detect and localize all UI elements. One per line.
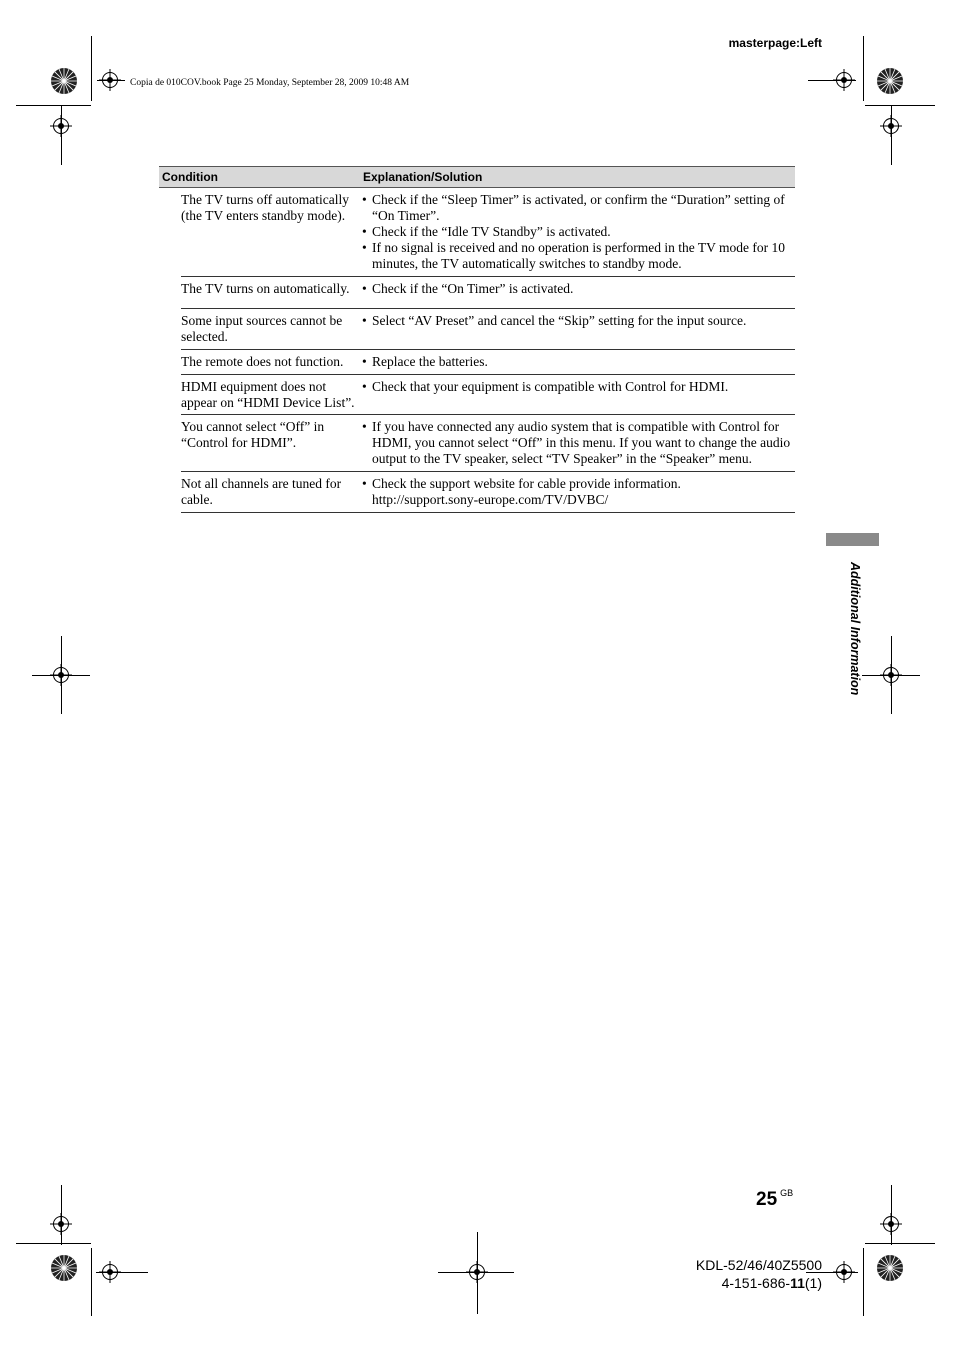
condition-cell: The TV turns off automatically (the TV enters standby mode). bbox=[181, 192, 349, 223]
section-tab-marker bbox=[826, 533, 879, 546]
solution-item: • If you have connected any audio system that is compatible with Control for HDMI, you cannot select “Off” in this menu. If you want to change the audio output to the TV speaker, select “TV Speaker” in the “Speaker” menu. bbox=[362, 419, 795, 467]
page-number-suffix: GB bbox=[780, 1188, 794, 1198]
table-row bbox=[181, 472, 795, 513]
registration-mark-icon bbox=[99, 1261, 121, 1283]
page-number bbox=[756, 1188, 793, 1211]
support-url: http://support.sony-europe.com/TV/DVBC/ bbox=[372, 492, 609, 507]
part-code-revision: 11 bbox=[790, 1275, 805, 1291]
starburst-target-icon bbox=[876, 1254, 904, 1282]
table-row bbox=[181, 188, 795, 277]
section-side-label: Additional Information bbox=[848, 562, 862, 696]
registration-mark-icon bbox=[880, 1213, 902, 1235]
explanation-cell bbox=[362, 354, 795, 370]
condition-cell: You cannot select “Off” in “Control for HDMI”. bbox=[181, 419, 325, 450]
solution-item: • Check the support website for cable provide information. bbox=[362, 476, 795, 492]
registration-mark-icon bbox=[466, 1261, 488, 1283]
solution-item: • Check that your equipment is compatible with Control for HDMI. bbox=[362, 379, 795, 395]
registration-mark-icon bbox=[50, 1213, 72, 1235]
table-row bbox=[181, 415, 795, 472]
page-number-value: 25 bbox=[756, 1189, 778, 1210]
book-info-slug: Copia de 010COV.book Page 25 Monday, September 28, 2009 10:48 AM bbox=[130, 78, 410, 88]
part-code-prefix: 4-151-686- bbox=[721, 1275, 791, 1291]
registration-mark-icon bbox=[833, 69, 855, 91]
starburst-target-icon bbox=[50, 67, 78, 95]
table-row bbox=[181, 277, 795, 309]
part-code bbox=[696, 1274, 822, 1292]
explanation-cell bbox=[362, 379, 795, 411]
explanation-cell bbox=[362, 476, 795, 508]
column-header-condition: Condition bbox=[162, 170, 218, 184]
masterpage-label: masterpage:Left bbox=[728, 36, 822, 50]
column-header-explanation: Explanation/Solution bbox=[363, 170, 483, 184]
solution-item: • Select “AV Preset” and cancel the “Skip” setting for the input source. bbox=[362, 313, 795, 329]
solution-item: • Check if the “Idle TV Standby” is activated. bbox=[362, 224, 795, 240]
troubleshooting-table bbox=[159, 166, 795, 513]
part-code-suffix: (1) bbox=[804, 1275, 822, 1291]
registration-mark-icon bbox=[880, 664, 902, 686]
solution-item: • Check if the “On Timer” is activated. bbox=[362, 281, 795, 297]
condition-cell: The remote does not function. bbox=[181, 354, 344, 369]
model-number: KDL-52/46/40Z5500 bbox=[695, 1257, 822, 1273]
registration-mark-icon bbox=[833, 1261, 855, 1283]
explanation-cell bbox=[362, 313, 795, 345]
condition-cell: HDMI equipment does not appear on “HDMI Device List”. bbox=[181, 379, 355, 410]
table-row bbox=[181, 309, 795, 350]
solution-item: • Replace the batteries. bbox=[362, 354, 795, 370]
registration-mark-icon bbox=[880, 115, 902, 137]
solution-item: • If no signal is received and no operation is performed in the TV mode for 10 minutes, the TV automatically switches to standby mode. bbox=[362, 240, 795, 272]
explanation-cell bbox=[362, 419, 795, 467]
registration-mark-icon bbox=[50, 664, 72, 686]
explanation-cell bbox=[362, 281, 795, 297]
table-header bbox=[159, 166, 795, 188]
condition-cell: Not all channels are tuned for cable. bbox=[181, 476, 342, 507]
table-row bbox=[181, 350, 795, 375]
table-row bbox=[181, 375, 795, 415]
registration-mark-icon bbox=[99, 69, 121, 91]
solution-item: • Check if the “Sleep Timer” is activated, or confirm the “Duration” setting of “On Timer”. bbox=[362, 192, 795, 224]
condition-cell: Some input sources cannot be selected. bbox=[181, 313, 343, 344]
condition-cell: The TV turns on automatically. bbox=[181, 281, 350, 296]
model-info bbox=[696, 1256, 822, 1292]
explanation-cell bbox=[362, 192, 795, 272]
starburst-target-icon bbox=[50, 1254, 78, 1282]
registration-mark-icon bbox=[50, 115, 72, 137]
starburst-target-icon bbox=[876, 67, 904, 95]
